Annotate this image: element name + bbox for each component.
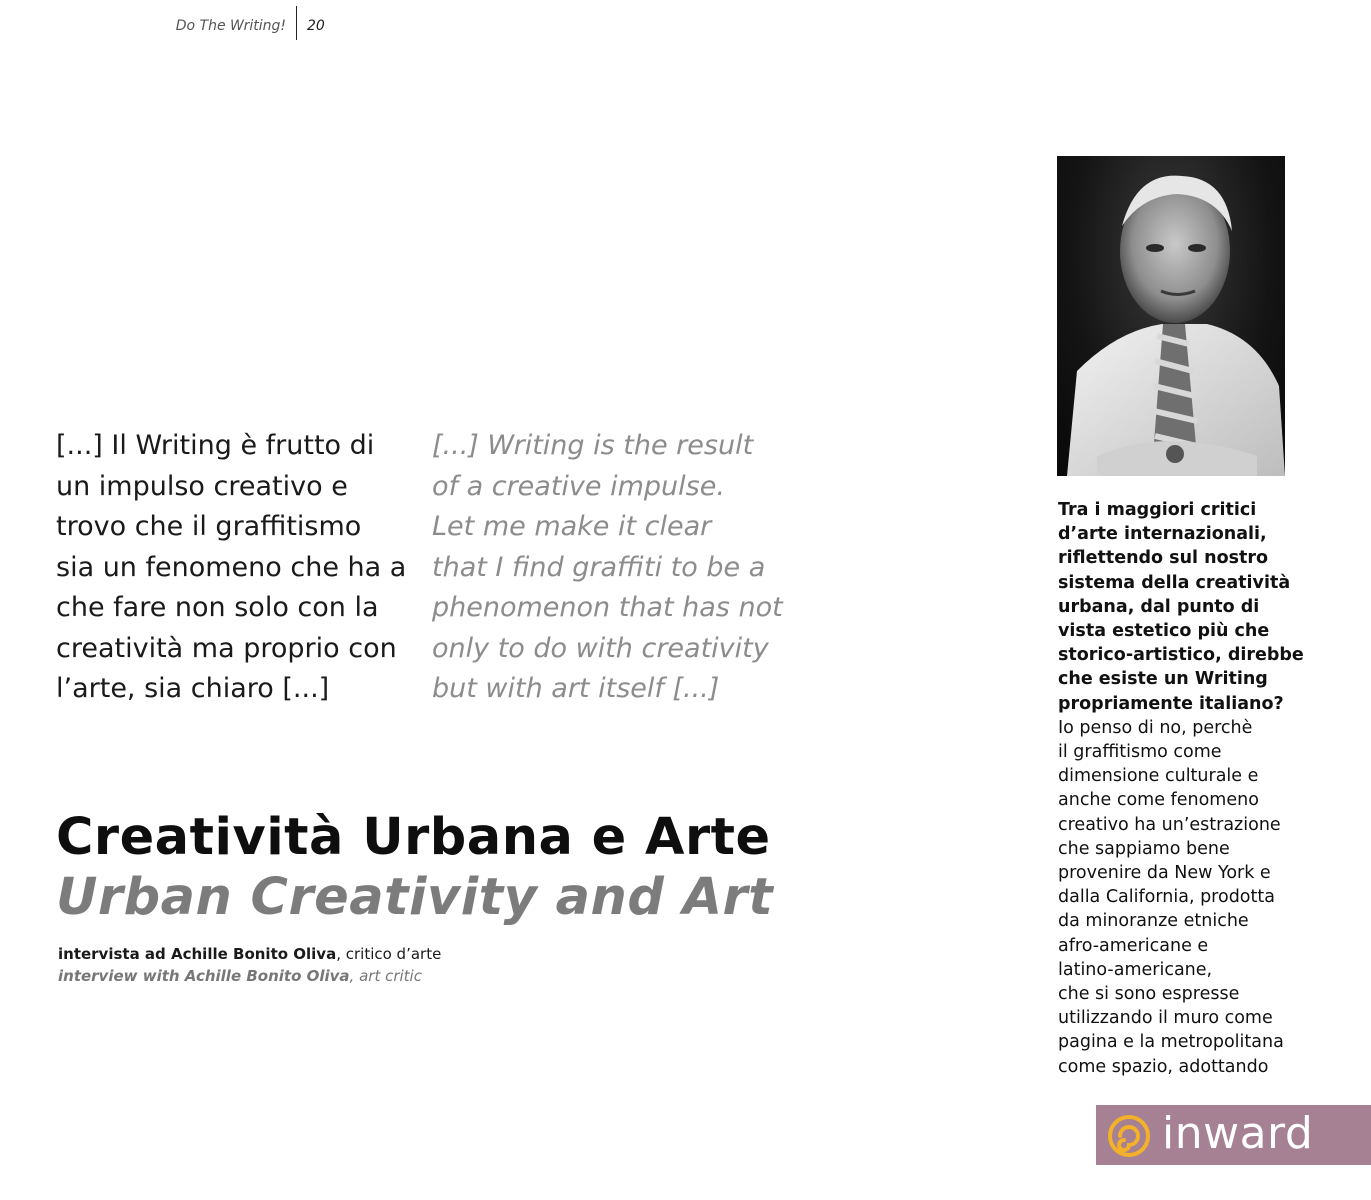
spiral-logo-icon: [1108, 1115, 1150, 1157]
header-divider: [296, 6, 297, 40]
text-line: sistema della creatività: [1058, 572, 1291, 593]
text-line: da minoranze etniche: [1058, 911, 1249, 932]
byline-lead: interview with Achille Bonito Oliva: [58, 967, 350, 985]
text-line: afro-americane e: [1058, 935, 1209, 956]
page-number: 20: [307, 18, 325, 34]
text-line: che si sono espresse: [1058, 984, 1240, 1005]
quote-line: [...] Writing is the result: [432, 430, 754, 461]
quote-line: [...] Il Writing è frutto di: [56, 430, 375, 461]
text-line: vista estetico più che: [1058, 621, 1270, 642]
quote-line: Let me make it clear: [432, 511, 712, 542]
text-line: Io penso di no, perchè: [1058, 717, 1253, 738]
quote-line: phenomenon that has not: [432, 592, 783, 623]
interview-answer: [1058, 716, 1298, 1079]
interview-question: [1058, 498, 1304, 716]
quote-italian: [56, 426, 426, 710]
text-line: d’arte internazionali,: [1058, 524, 1267, 545]
quote-line: un impulso creativo e: [56, 470, 348, 502]
portrait-photo: [1057, 156, 1285, 476]
quote-line: creatività ma proprio con: [56, 632, 397, 664]
text-line: utilizzando il muro come: [1058, 1008, 1273, 1029]
text-line: pagina e la metropolitana: [1058, 1032, 1284, 1053]
text-line: Tra i maggiori critici: [1058, 500, 1257, 520]
quote-line: sia un fenomeno che ha a: [56, 551, 407, 583]
byline-italian: [58, 945, 441, 963]
text-line: che esiste un Writing: [1058, 669, 1268, 690]
quote-line: only to do with creativity: [432, 632, 769, 664]
article-title-english: Urban Creativity and Art: [56, 868, 774, 927]
running-header-title: Do The Writing!: [175, 18, 286, 34]
text-line: riflettendo sul nostro: [1058, 548, 1269, 569]
text-line: il graffitismo come: [1058, 742, 1222, 763]
text-line: latino-americane,: [1058, 959, 1213, 980]
quote-line: of a creative impulse.: [432, 470, 725, 502]
quote-line: but with art itself [...]: [432, 673, 720, 704]
text-line: storico-artistico, direbbe: [1058, 645, 1304, 666]
quote-line: that I find graffiti to be a: [432, 551, 766, 583]
text-line: che sappiamo bene: [1058, 838, 1230, 859]
quote-line: che fare non solo con la: [56, 592, 379, 623]
text-line: creativo ha un’estrazione: [1058, 814, 1281, 835]
text-line: dalla California, prodotta: [1058, 887, 1275, 908]
byline-rest: , art critic: [349, 967, 422, 985]
byline-lead: intervista ad Achille Bonito Oliva: [58, 945, 337, 963]
text-line: anche come fenomeno: [1058, 790, 1259, 811]
quote-line: l’arte, sia chiaro [...]: [56, 673, 330, 704]
logo-text: inward: [1162, 1108, 1314, 1159]
inward-logo: [1096, 1105, 1371, 1165]
sidebar-interview: [1058, 498, 1304, 1079]
text-line: dimensione culturale e: [1058, 766, 1259, 787]
article-title-italian: Creatività Urbana e Arte: [56, 808, 771, 867]
text-line: urbana, dal punto di: [1058, 596, 1260, 617]
text-line: come spazio, adottando: [1058, 1056, 1269, 1077]
text-line: propriamente italiano?: [1058, 693, 1284, 714]
byline-rest: , critico d’arte: [336, 945, 442, 963]
quote-english: [432, 426, 792, 710]
quote-line: trovo che il graffitismo: [56, 511, 362, 542]
byline-english: [58, 967, 422, 985]
text-line: provenire da New York e: [1058, 863, 1271, 884]
